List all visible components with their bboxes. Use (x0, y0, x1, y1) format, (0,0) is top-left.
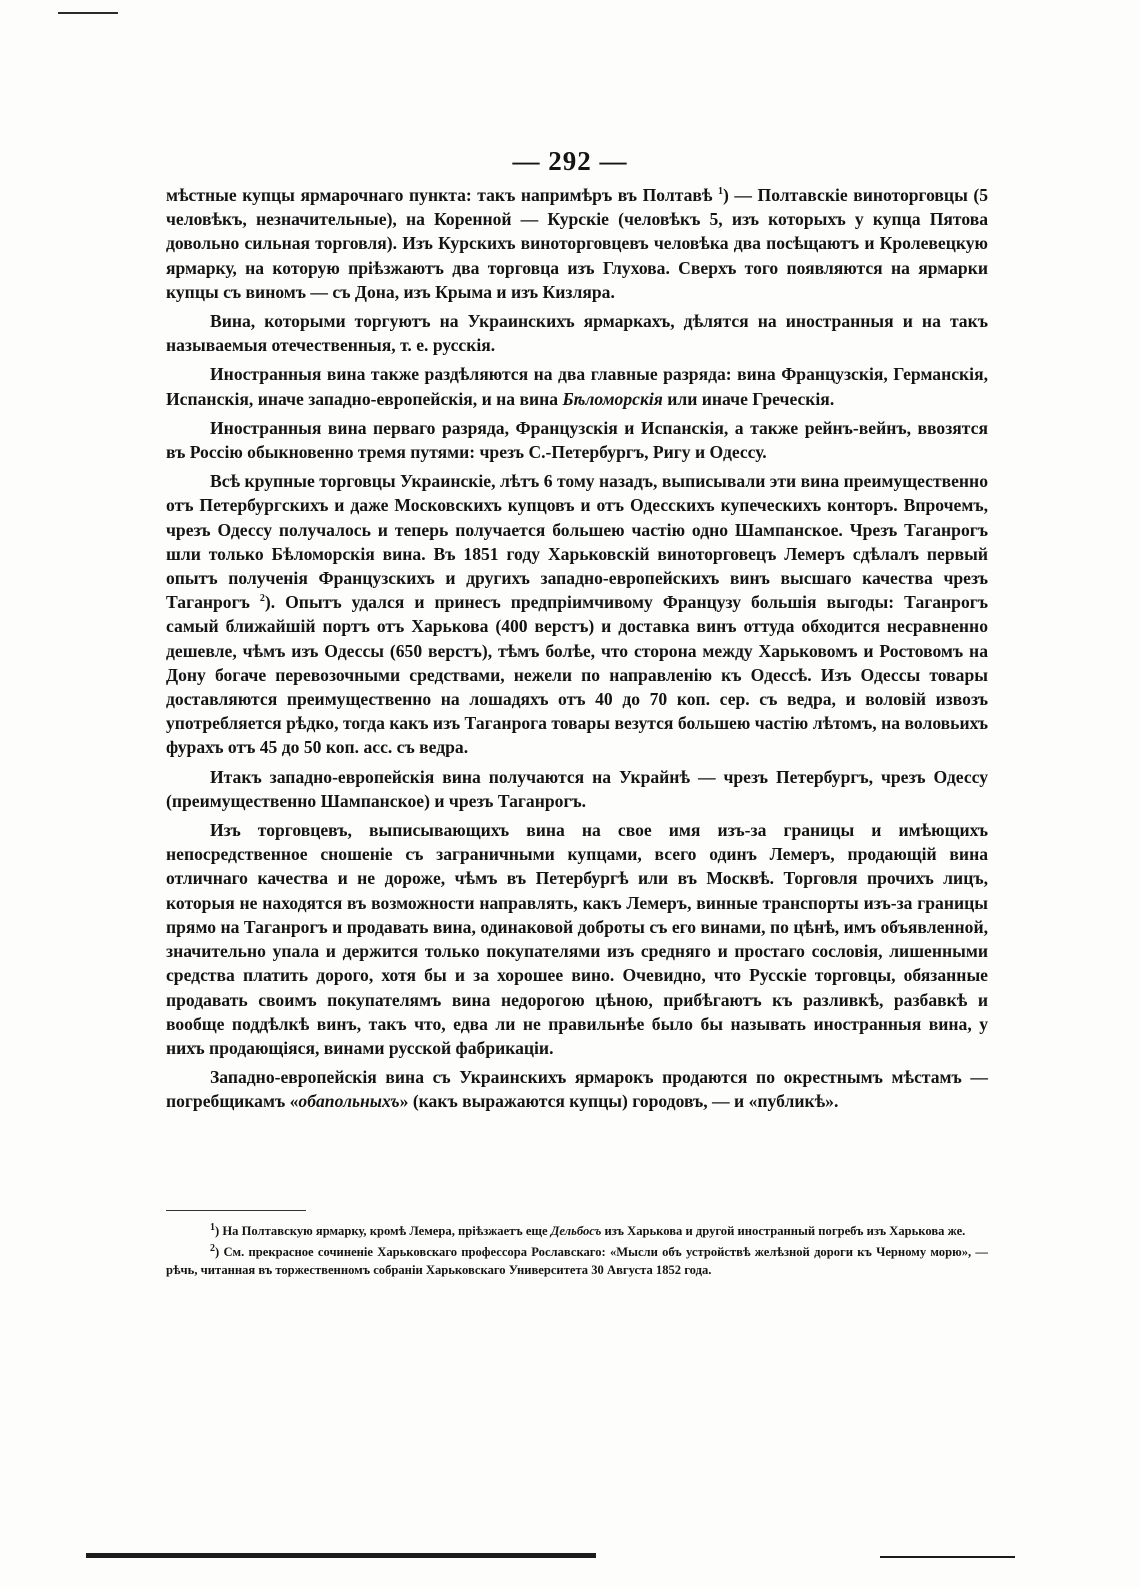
paragraph-3 (166, 362, 988, 410)
paragraph-4: Иностранныя вина перваго разряда, Французскія и Испанскія, а также рейнъ-вейнъ, ввозятся въ Россію обыкновенно тремя путями: чрезъ С.-Петербургъ, Ригу и Одессу. (166, 417, 988, 463)
paragraph-1-text-a: мѣстные купцы ярмарочнаго пункта: такъ напримѣръ въ Полтавѣ (166, 185, 718, 205)
footnote-2-mark: 2 (210, 1242, 215, 1254)
footnote-1-text-a: ) На Полтавскую ярмарку, кромѣ Лемера, пріѣзжаетъ еще (215, 1224, 551, 1238)
footnote-2-text: ) См. прекрасное сочиненіе Харьковскаго профессора Рославскаго: «Мысли объ устройствѣ желѣзной дороги къ Черному морю», — рѣчь, читанная въ торжественномъ собраніи Харьковскаго Университета 30 Августа 1852 года. (166, 1245, 988, 1277)
paragraph-1 (166, 183, 988, 304)
paragraph-6: Итакъ западно-европейскія вина получаются на Украйнѣ — чрезъ Петербургъ, чрезъ Одессу (преимущественно Шампанское) и чрезъ Таганрогъ. (166, 766, 988, 811)
paragraph-3-text-b: или иначе Греческія. (662, 388, 835, 409)
paragraph-8-emphasis: обапольныхъ (298, 1091, 400, 1112)
footnote-1-text-b: изъ Харькова и другой иностранный погребъ изъ Харькова же. (601, 1224, 966, 1238)
paragraph-8-text-a: Западно-европейскія вина съ Украинскихъ ярмарокъ продаются по окрестнымъ мѣстамъ — погребщикамъ « (166, 1067, 988, 1112)
paragraph-5-text-b: ). Опытъ удался и принесъ предпріимчивому Французу большія выгоды: Таганрогъ самый ближайшій портъ отъ Харькова (400 верстъ) и доставка винъ оттуда обходится несравненно дешевле, чѣмъ изъ Одессы (650 верстъ), тѣмъ болѣе, что сторона между Харьковомъ и Ростовомъ на Дону богаче перевозочными средствами, нежели по направленію къ Одессѣ. Изъ Одессы товары доставляются преимущественно на лошадяхъ отъ 40 до 70 коп. сер. съ ведра, и воловій извозъ употребляется рѣдко, тогда какъ изъ Таганрога товары везутся большею частію лѣтомъ, на воловьихъ фурахъ отъ 45 до 50 коп. асс. съ ведра. (166, 592, 988, 758)
footnote-separator (166, 1210, 306, 1211)
paragraph-2: Вина, которыми торгуютъ на Украинскихъ ярмаркахъ, дѣлятся на иностранныя и на такъ называемыя отечественныя, т. е. русскія. (166, 311, 988, 356)
top-rule (58, 12, 118, 14)
footnote-ref-2[interactable]: 2 (259, 593, 265, 605)
footnote-1 (166, 1222, 988, 1240)
body-text (166, 183, 988, 1114)
paragraph-3-emphasis: Бѣломорскія (562, 388, 663, 409)
footnotes (166, 1222, 988, 1279)
page-number: — 292 — (512, 146, 628, 176)
paragraph-8-text-b: » (какъ выражаются купцы) городовъ, — и «публикѣ». (399, 1091, 839, 1112)
paragraph-3-text-a: Иностранныя вина также раздѣляются на два главные разряда: вина Французскія, Германскія, Испанскія, иначе западно-европейскія, и на вина (166, 364, 988, 409)
paragraph-1-text-b: ) — Полтавскіе виноторговцы (5 человѣкъ, незначительные), на Коренной — Курскіе (человѣкъ 5, изъ которыхъ у купца Пятова довольно сильная торговля). Изъ Курскихъ виноторговцевъ человѣка два посѣщаютъ и Кролевецкую ярмарку, на которую пріѣзжаютъ два торговца изъ Глухова. Сверхъ того появляются на ярмарки купцы съ виномъ — съ Дона, изъ Крыма и изъ Кизляра. (166, 185, 988, 302)
footnote-2 (166, 1243, 988, 1279)
bottom-rule (86, 1553, 596, 1558)
paragraph-8 (166, 1065, 988, 1113)
footnote-1-mark: 1 (210, 1221, 215, 1233)
paragraph-7: Изъ торговцевъ, выписывающихъ вина на свое имя изъ-за границы и имѣющихъ непосредственное сношеніе съ заграничными купцами, всего одинъ Лемеръ, продающій вина отличнаго качества и не дороже, чѣмъ въ Петербургѣ или въ Москвѣ. Торговля прочихъ лицъ, которыя не находятся въ возможности направлять, какъ Лемеръ, винные транспорты изъ-за границы прямо на Таганрогъ и продавать вина, одинаковой доброты съ его винами, по цѣнѣ, имъ объявленной, значительно упала и держится только покупателями изъ средняго и простаго сословія, лишенными средства платить дорого, хотя бы и за хорошее вино. Очевидно, что Русскіе торговцы, обязанные продавать своимъ покупателямъ вина недорогою цѣною, прибѣгаютъ къ разливкѣ, разбавкѣ и вообще поддѣлкѣ винъ, такъ что, едва ли не правильнѣе было бы называть иностранныя вина, у нихъ продающіяся, винами русской фабрикаціи. (166, 820, 988, 1058)
footnote-ref-1[interactable]: 1 (717, 186, 723, 198)
paragraph-5 (166, 469, 988, 759)
bottom-rule-right (880, 1556, 1015, 1558)
paragraph-5-text-a: Всѣ крупные торговцы Украинскіе, лѣтъ 6 тому назадъ, выписывали эти вина преимущественно отъ Петербургскихъ и даже Московскихъ купцовъ и отъ Одесскихъ купеческихъ конторъ. Впрочемъ, чрезъ Одессу получалось и теперь получается большею частію одно Шампанское. Чрезъ Таганрогъ шли только Бѣломорскія вина. Въ 1851 году Харьковскій виноторговецъ Лемеръ сдѣлалъ первый опытъ полученія Французскихъ и другихъ западно-европейскихъ винъ высшаго качества чрезъ Таганрогъ (166, 471, 988, 613)
footnote-1-emphasis: Дельбосъ (550, 1224, 602, 1238)
